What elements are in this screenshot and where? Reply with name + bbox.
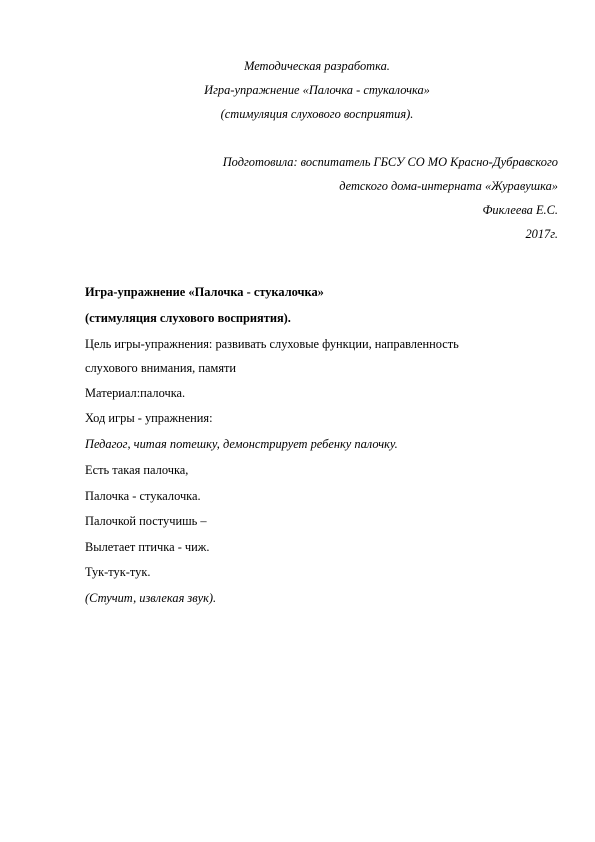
course-line: Ход игры - упражнения:: [85, 411, 213, 425]
body-title: Игра-упражнение «Палочка - стукалочка»: [85, 285, 324, 299]
author-line-1: Подготовила: воспитатель ГБСУ СО МО Красно-Дубравского: [222, 155, 558, 169]
author-line-2: детского дома-интерната «Журавушка»: [339, 179, 558, 193]
material-line: Материал:палочка.: [85, 386, 186, 400]
verse-line-1: Есть такая палочка,: [85, 463, 189, 477]
header-game-name: Игра-упражнение «Палочка - стукалочка»: [204, 83, 430, 97]
body-subtitle: (стимуляция слухового восприятия).: [85, 311, 291, 325]
author-year: 2017г.: [525, 227, 558, 241]
verse-line-4: Вылетает птичка - чиж.: [85, 540, 210, 554]
goal-line-1: Цель игры-упражнения: развивать слуховые функции, направленность: [85, 337, 459, 351]
author-name: Фиклеева Е.С.: [482, 203, 558, 217]
verse-line-5: Тук-тук-тук.: [85, 565, 151, 579]
closing-line: (Стучит, извлекая звук).: [85, 591, 217, 605]
header-subtitle: (стимуляция слухового восприятия).: [220, 107, 414, 121]
goal-line-2: слухового внимания, памяти: [85, 361, 237, 375]
verse-line-2: Палочка - стукалочка.: [85, 489, 201, 503]
instruction-line: Педагог, читая потешку, демонстрирует ребенку палочку.: [85, 437, 398, 451]
header-title: Методическая разработка.: [244, 59, 390, 73]
verse-line-3: Палочкой постучишь –: [85, 514, 207, 528]
